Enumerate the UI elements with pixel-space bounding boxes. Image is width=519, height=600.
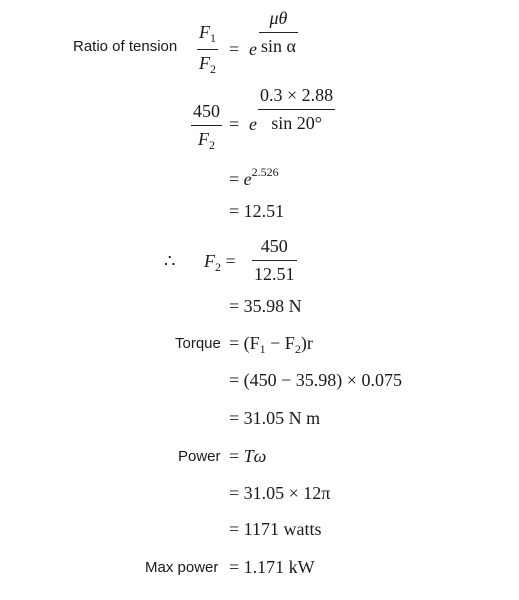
eq10-expression: = Tω (229, 446, 267, 466)
eq6-expression: = 35.98 N (229, 296, 302, 316)
torque-label: Torque (175, 335, 221, 352)
eq2-equals: = (229, 114, 240, 134)
power-label: Power (178, 448, 221, 465)
eq9-expression: = 31.05 N m (229, 408, 321, 428)
eq2-lhs-fraction: 450 $F_2$ (193, 101, 220, 152)
eq3-expression: = $e^{2.526}$ (229, 165, 279, 189)
eq1-base-e: e (249, 39, 257, 59)
eq2-exponent-fraction: 0.3 × 2.88 sin 20° (260, 85, 334, 133)
eq8-expression: = (450 − 35.98) × 0.075 (229, 370, 402, 390)
eq2-base-e: e (249, 114, 257, 134)
ratio-of-tension-label: Ratio of tension (73, 38, 178, 55)
eq12-expression: = 1171 watts (229, 519, 322, 539)
eq5-fraction: 450 12.51 (254, 236, 295, 284)
eq1-equals: = (229, 39, 240, 59)
tension-ratio-fraction: $F_1$ $F_2$ (199, 22, 216, 76)
eq7-expression: = $(F_1 - F_2)r$ (229, 333, 313, 356)
therefore-symbol: ∴ (164, 251, 176, 271)
eq11-expression: = 31.05 × 12π (229, 483, 331, 503)
eq13-expression: = 1.171 kW (229, 557, 315, 577)
eq1-exponent-fraction: μθ sin α (261, 8, 296, 56)
eq4-expression: = 12.51 (229, 201, 285, 221)
eq5-lhs: $F_2$ = (204, 251, 236, 274)
max-power-label: Max power (145, 559, 219, 576)
